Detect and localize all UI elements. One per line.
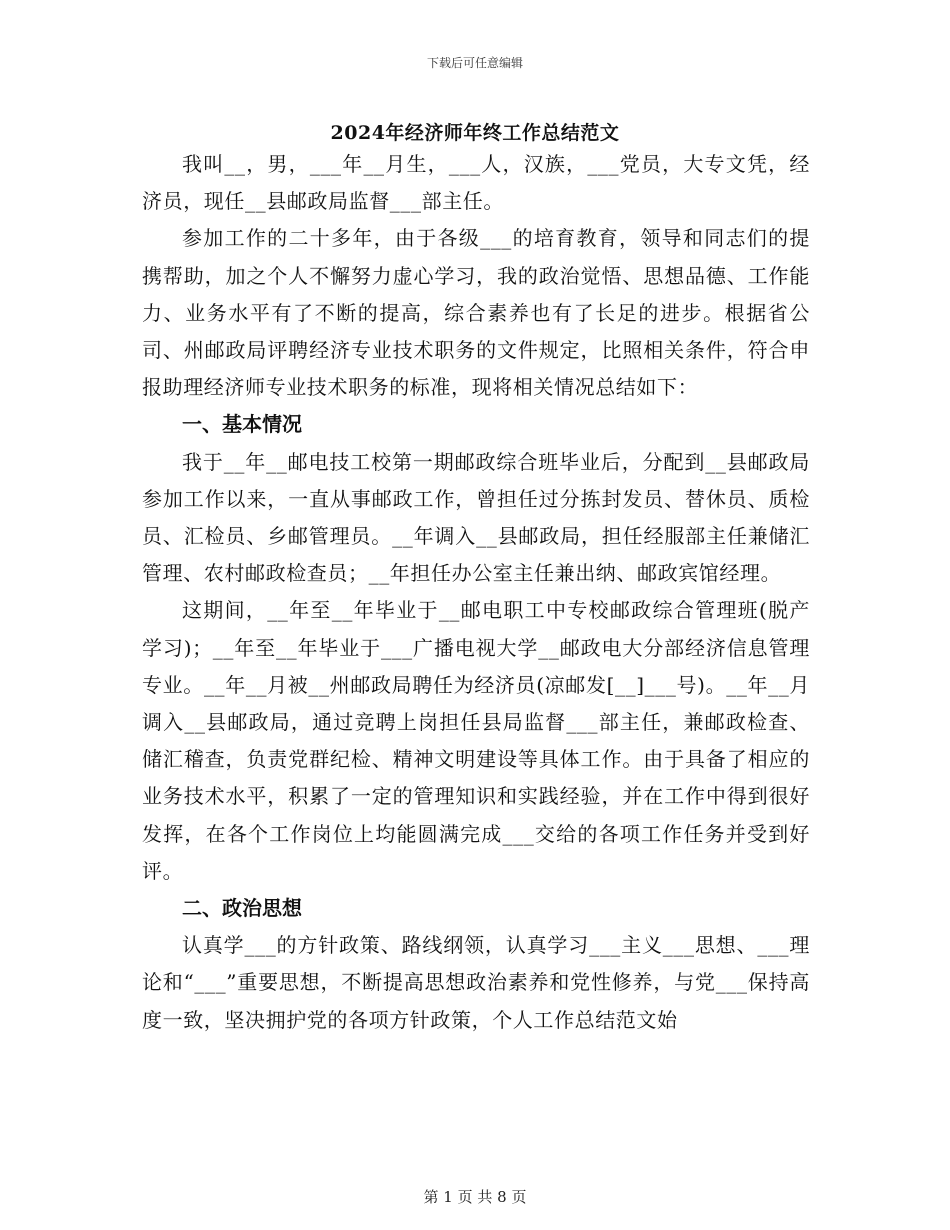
document-title: 2024年经济师年终工作总结范文 [330,122,620,144]
intro-paragraph: 参加工作的二十多年，由于各级___的培育教育，领导和同志们的提携帮助，加之个人不懈努力虚心学习，我的政治觉悟、思想品德、工作能力、业务水平有了不断的提高，综合素养也有了长足的进步。根据省公司、州邮政局评聘经济专业技术职务的文件规定，比照相关条件，符合申报助理经济师专业技术职务的标准，现将相关情况总结如下： [142,226,810,400]
header-note: 下载后可任意编辑 [426,56,523,70]
page-number-footer: 第 1 页 共 8 页 [423,1188,527,1206]
intro-paragraph: 我叫__，男，___年__月生，___人，汉族，___党员，大专文凭，经济员，现任__县邮政局监督___部主任。 [142,152,810,214]
section-heading-basic-info: 一、基本情况 [182,412,302,437]
section-heading-political-thought: 二、政治思想 [182,896,302,921]
section-paragraph: 认真学___的方针政策、路线纲领，认真学习___主义___思想、___理论和“___”重要思想，不断提高思想政治素养和党性修养，与党___保持高度一致，坚决拥护党的各项方针政策，个人工作总结范文始 [142,933,810,1032]
document-body [142,146,810,1039]
section-paragraph: 这期间，__年至__年毕业于__邮电职工中专校邮政综合管理班(脱产学习)；__年至__年毕业于___广播电视大学__邮政电大分部经济信息管理专业。__年__月被__州邮政局聘任为经济员(凉邮发[__]___号)。__年__月调入__县邮政局，通过竞聘上岗担任县局监督___部主任，兼邮政检查、储汇稽查，负责党群纪检、精神文明建设等具体工作。由于具备了相应的业务技术水平，积累了一定的管理知识和实践经验，并在工作中得到很好发挥，在各个工作岗位上均能圆满完成___交给的各项工作任务并受到好评。 [142,598,810,883]
section-paragraph: 我于__年__邮电技工校第一期邮政综合班毕业后，分配到__县邮政局参加工作以来，一直从事邮政工作，曾担任过分拣封发员、替休员、质检员、汇检员、乡邮管理员。__年调入__县邮政局，担任经服部主任兼储汇管理、农村邮政检查员；__年担任办公室主任兼出纳、邮政宾馆经理。 [142,449,810,586]
